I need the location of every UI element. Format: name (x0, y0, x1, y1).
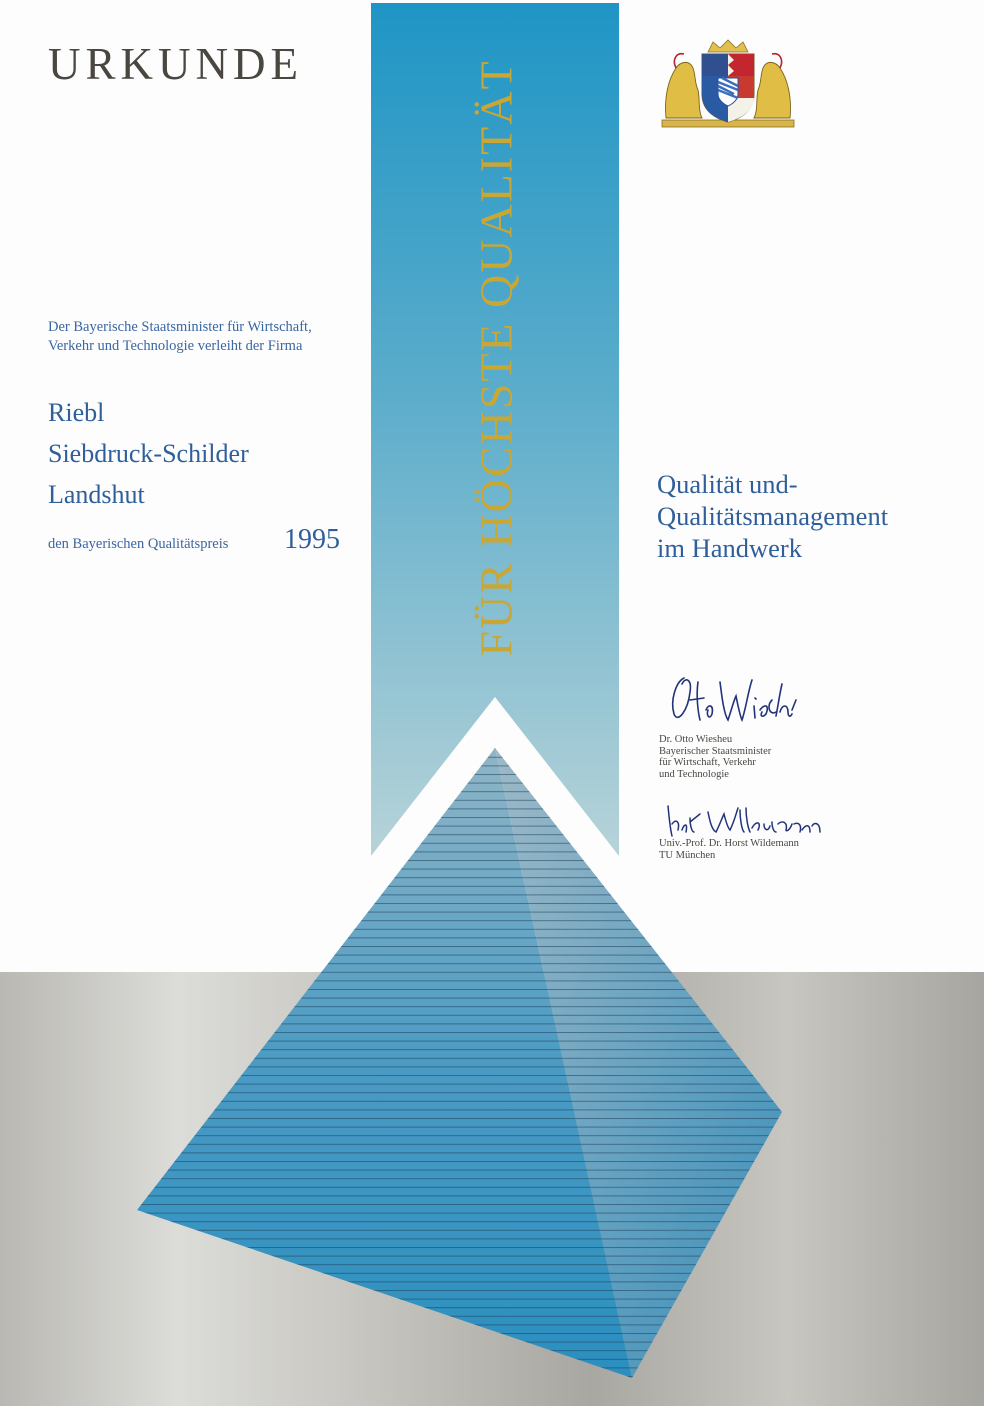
signature-caption-2 (659, 838, 799, 861)
award-category-line: Qualitätsmanagement (657, 501, 889, 531)
signature-caption-line: Univ.-Prof. Dr. Horst Wildemann (659, 838, 799, 849)
ribbon-motto: FÜR HÖCHSTE QUALITÄT (470, 59, 522, 657)
signature-caption-line: für Wirtschaft, Verkehr (659, 757, 756, 768)
signature-caption-line: TU München (659, 849, 716, 861)
awarding-statement-line: Der Bayerische Staatsminister für Wirtschaft, (48, 319, 312, 335)
award-category-line: Qualität und- (657, 469, 798, 499)
bavarian-coat-of-arms-icon (658, 38, 798, 130)
awarding-statement-line: Verkehr und Technologie verleiht der Firma (48, 338, 303, 354)
prize-name: den Bayerischen Qualitätspreis (48, 536, 229, 552)
recipient-firm-city: Landshut (48, 480, 145, 509)
award-category (657, 468, 888, 564)
signature-caption-line: und Technologie (659, 768, 729, 780)
signature-caption-line: Dr. Otto Wiesheu (659, 734, 733, 745)
award-year: 1995 (284, 524, 340, 555)
signature-caption-line: Bayerischer Staatsminister (659, 745, 772, 757)
award-category-line: im Handwerk (657, 533, 802, 563)
certificate-title: URKUNDE (48, 39, 303, 89)
recipient-firm (48, 392, 249, 515)
signature-horst-wildemann (660, 800, 832, 840)
signature-otto-wiesheu (662, 670, 802, 732)
recipient-firm-name: Riebl (48, 398, 105, 427)
recipient-firm-business: Siebdruck-Schilder (48, 439, 249, 468)
signature-caption-1 (659, 734, 771, 780)
awarding-statement (48, 318, 368, 356)
